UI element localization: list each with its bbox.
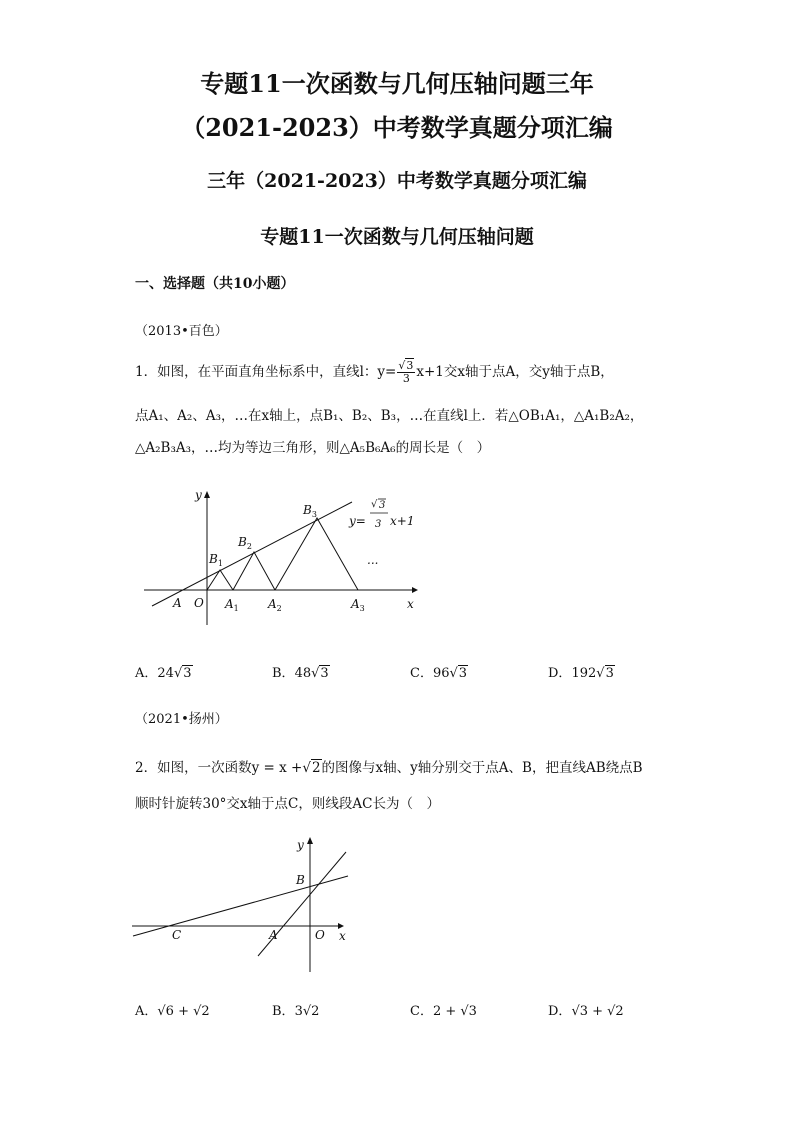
q1-line-1 (135, 360, 614, 385)
q1-label-A3: $A_3$ (351, 597, 365, 613)
q2-option-a-text: √6 + √2 (157, 1004, 210, 1019)
q2-line-1-rad: 2 (311, 760, 321, 776)
q1-line-1-a: 1．如图，在平面直角坐标系中，直线l：y= (135, 364, 397, 380)
q1-label-B2: $B_2$ (238, 535, 252, 551)
q2-option-c-label: C． (410, 1004, 433, 1019)
q1-fraction: $\frac{√3}{3}$ (398, 359, 414, 385)
subtitle-line-2: 专题11一次函数与几何压轴问题 (260, 226, 534, 248)
q1-eq-den: 3 (375, 519, 382, 530)
q1-option-a-rad: 3 (183, 666, 192, 681)
q1-label-x: x (407, 597, 414, 611)
q2-option-b-label: B． (272, 1004, 295, 1019)
q2-line-BC (133, 876, 348, 936)
q1-option-d-label: D． (548, 666, 572, 681)
q1-line-1-b: x+1交x轴于点A，交y轴于点B， (416, 364, 614, 380)
q1-option-c[interactable]: C．96√3 (410, 666, 468, 681)
q1-line-2: 点A₁、A₂、A₃，…在x轴上，点B₁、B₂、B₃，…在直线l上．若△OB₁A₁，△A₁B₂A₂， (135, 408, 644, 424)
q1-triangle-1 (207, 570, 233, 590)
q2-option-c[interactable] (410, 1000, 477, 1019)
q1-fraction-sqrt: 3 (406, 359, 414, 372)
q2-option-c-text: 2 + √3 (432, 1004, 477, 1019)
q2-option-d-label: D． (548, 1004, 572, 1019)
q1-triangle-2 (233, 552, 275, 590)
q2-option-d[interactable] (548, 1000, 624, 1019)
q1-label-O: O (194, 596, 204, 610)
q1-x-axis-arrow (412, 587, 418, 593)
q2-label-C: C (172, 928, 182, 942)
q2-option-b-text: 3√2 (294, 1004, 320, 1019)
q1-option-a-coef: 24 (157, 666, 174, 681)
q1-option-d-rad: 3 (605, 666, 614, 681)
q1-fraction-den: 3 (402, 372, 410, 385)
q2-option-b[interactable] (272, 1000, 319, 1019)
q2-option-a-label: A． (135, 1004, 158, 1019)
q2-line-1-b: 的图像与x轴、y轴分别交于点A、B，把直线AB绕点B (321, 760, 643, 776)
q1-eq-sqrt-sign: √ (371, 499, 378, 510)
q2-source: （2021•扬州） (135, 712, 228, 727)
q1-option-d[interactable]: D．192√3 (548, 666, 614, 681)
q2-option-d-text: √3 + √2 (571, 1004, 624, 1019)
q2-label-y: y (297, 838, 304, 852)
q1-option-b-coef: 48 (294, 666, 312, 681)
q1-option-b-label: B． (272, 666, 295, 681)
q1-eq-suffix: x+1 (390, 514, 415, 528)
q1-label-A: A (173, 596, 182, 610)
q1-option-a-label: A． (135, 666, 158, 681)
q2-y-axis-arrow (307, 837, 313, 844)
q2-option-a[interactable] (135, 1000, 210, 1019)
q1-label-B3: $B_3$ (303, 503, 317, 519)
q1-option-d-coef: 192 (571, 666, 597, 681)
q1-option-c-label: C． (410, 666, 433, 681)
section-heading: 一、选择题（共10小题） (135, 276, 295, 292)
page-title-line-1: 专题11一次函数与几何压轴问题三年 (200, 69, 594, 98)
q2-line-2: 顺时针旋转30°交x轴于点C，则线段AC长为（ ） (135, 796, 440, 812)
subtitle-line-1: 三年（2021-2023）中考数学真题分项汇编 (207, 170, 587, 192)
q1-eq-sqrt: 3 (379, 500, 386, 511)
q1-label-A2: $A_2$ (268, 597, 282, 613)
q1-option-c-rad: 3 (458, 666, 468, 681)
q1-figure (140, 480, 430, 630)
q1-line-3: △A₂B₃A₃，…均为等边三角形，则△A₅B₆A₆的周长是（ ） (135, 440, 491, 456)
q2-label-A: A (269, 928, 278, 942)
q2-figure (128, 830, 360, 975)
q2-line-1-a: 2．如图，一次函数y = x + (135, 760, 303, 776)
q1-source: （2013•百色） (135, 324, 228, 339)
q2-label-B: B (296, 873, 305, 887)
q2-label-O: O (315, 928, 325, 942)
q1-triangle-3 (275, 518, 358, 590)
q1-label-ellipsis: ... (367, 553, 379, 567)
q1-option-c-coef: 96 (432, 666, 450, 681)
q2-label-x: x (339, 929, 346, 943)
page-title-line-2: （2021-2023）中考数学真题分项汇编 (181, 113, 613, 142)
q1-option-b[interactable]: B．48√3 (272, 666, 329, 681)
q1-eq-prefix: y= (349, 514, 366, 528)
q1-option-a[interactable]: A．24√3 (135, 666, 192, 681)
q2-line-1: 2．如图，一次函数y = x +√2的图像与x轴、y轴分别交于点A、B，把直线AB绕点B (135, 760, 643, 776)
q1-label-A1: $A_1$ (225, 597, 239, 613)
q1-label-B1: $B_1$ (209, 552, 223, 568)
q1-option-b-rad: 3 (320, 666, 329, 681)
q1-y-axis-arrow (204, 491, 210, 498)
q1-label-y: y (195, 488, 202, 502)
